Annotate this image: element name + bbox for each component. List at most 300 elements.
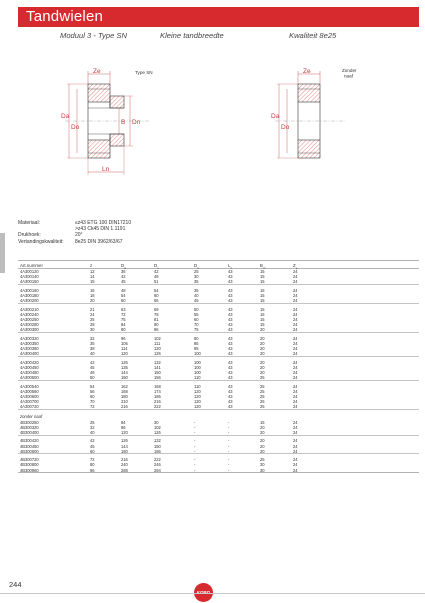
table-header <box>18 260 419 269</box>
table-cell: 174 <box>154 389 161 395</box>
table-cell: 4B300720 <box>20 457 39 463</box>
table-cell: 105 <box>121 341 128 347</box>
table-cell: 20 <box>260 443 265 449</box>
table-cell: 126 <box>154 429 161 435</box>
table-cell: 15 <box>260 419 265 425</box>
table-body <box>18 269 419 472</box>
table-cell: 15 <box>260 279 265 285</box>
label-da: Da <box>61 113 70 120</box>
table-cell: 25 <box>90 317 95 323</box>
table-cell: - <box>194 457 196 463</box>
table-cell: 4A300140 <box>20 274 39 280</box>
table-cell: 24 <box>293 429 298 435</box>
table-cell: 24 <box>293 467 298 473</box>
table-cell: 150 <box>121 375 128 381</box>
table-cell: 45 <box>194 298 199 304</box>
table-cell: 43 <box>228 279 233 285</box>
table-cell: 132 <box>154 360 161 366</box>
table-cell: 25 <box>260 394 265 400</box>
table-cell: - <box>228 443 230 449</box>
table-cell: 43 <box>228 365 233 371</box>
label-dn: Dn <box>132 119 141 126</box>
label-da: Da <box>271 113 280 120</box>
label-ln: Ln <box>102 166 110 173</box>
table-cell: 20 <box>260 370 265 376</box>
table-cell: 60 <box>90 448 95 454</box>
table-cell: 12 <box>90 269 95 275</box>
table-cell: 180 <box>121 448 128 454</box>
table-cell: 120 <box>121 429 128 435</box>
table-cell: 72 <box>90 404 95 410</box>
table-cell: 4B300600 <box>20 448 39 454</box>
table-cell: 20 <box>260 346 265 352</box>
table-cell: 24 <box>293 419 298 425</box>
table-cell: 20 <box>260 327 265 333</box>
table-cell: 24 <box>293 438 298 444</box>
table-cell: 24 <box>293 360 298 366</box>
table-cell: 20 <box>90 298 95 304</box>
table-cell: - <box>228 438 230 444</box>
table-cell: 20 <box>260 365 265 371</box>
table-cell: 168 <box>154 384 161 390</box>
table-cell: 24 <box>293 462 298 468</box>
table-cell: 18 <box>90 293 95 299</box>
spec-value: 8e25 DIN 3962/63/67 <box>75 238 123 245</box>
table-cell: 66 <box>154 298 159 304</box>
table-cell: 84 <box>121 322 126 328</box>
table-cell: 24 <box>293 336 298 342</box>
table-cell: 100 <box>194 365 201 371</box>
table-cell: - <box>194 419 196 425</box>
table-cell: 75 <box>121 317 126 323</box>
table-cell: - <box>194 448 196 454</box>
table-cell: 43 <box>228 274 233 280</box>
table-cell: 43 <box>228 375 233 381</box>
table-cell: 24 <box>293 351 298 357</box>
table-cell: 20 <box>260 424 265 430</box>
table-row <box>18 375 419 380</box>
table-cell: 69 <box>154 307 159 313</box>
table-cell: 222 <box>154 404 161 410</box>
table-cell: 43 <box>228 312 233 318</box>
table-cell: 210 <box>121 399 128 405</box>
spec-value: >z43 Ck45 DIN 1.1191 <box>75 226 126 233</box>
table-cell: 15 <box>260 298 265 304</box>
table-cell: 110 <box>194 384 201 390</box>
table-cell: 43 <box>228 394 233 400</box>
table-cell: 100 <box>194 351 201 357</box>
subtitle-bar <box>0 31 425 43</box>
type-no-hub-label-1: Zonder <box>342 68 357 73</box>
table-cell: 21 <box>90 307 95 313</box>
table-cell: - <box>194 467 196 473</box>
table-cell: 20 <box>260 351 265 357</box>
table-cell: 40 <box>194 293 199 299</box>
table-cell: 150 <box>154 370 161 376</box>
table-cell: 30 <box>260 467 265 473</box>
table-cell: 90 <box>154 322 159 328</box>
table-cell: 24 <box>293 269 298 275</box>
table-cell: - <box>194 438 196 444</box>
table-cell: 70 <box>194 322 199 328</box>
table-cell: 24 <box>293 279 298 285</box>
table-cell: 30 <box>90 327 95 333</box>
table-cell: 50 <box>90 375 95 381</box>
table-cell: 85 <box>194 341 199 347</box>
header-ln: $L_n$ <box>228 263 233 271</box>
quality-label: Kwaliteit 8e25 <box>289 31 337 40</box>
table-cell: 43 <box>228 288 233 294</box>
page-number: 244 <box>9 580 22 589</box>
table-cell: 35 <box>194 288 199 294</box>
table-cell: 35 <box>90 341 95 347</box>
drawing-no-hub <box>265 58 370 185</box>
table-cell: 43 <box>228 293 233 299</box>
table-cell: 186 <box>154 448 161 454</box>
table-cell: 216 <box>154 399 161 405</box>
table-cell: 60 <box>121 298 126 304</box>
table-cell: 144 <box>121 443 128 449</box>
table-cell: 43 <box>228 336 233 342</box>
table-cell: 4A300120 <box>20 269 39 275</box>
table-cell: 114 <box>121 346 128 352</box>
spec-label: Drukhoek: <box>18 232 41 239</box>
table-cell: 72 <box>90 457 95 463</box>
table-cell: 25 <box>260 399 265 405</box>
table-cell: 126 <box>121 438 128 444</box>
table-cell: 43 <box>228 317 233 323</box>
table-cell: - <box>194 462 196 468</box>
table-cell: 100 <box>194 360 201 366</box>
spec-value: 20° <box>75 232 83 239</box>
hub-bottom <box>110 134 124 146</box>
table-cell: 20 <box>260 360 265 366</box>
table-cell: 4A300150 <box>20 279 39 285</box>
table-cell: 126 <box>121 360 128 366</box>
table-cell: 4A300320 <box>20 336 39 342</box>
table-row <box>18 404 419 409</box>
table-cell: 4A300160 <box>20 288 39 294</box>
table-cell: 4B300800 <box>20 462 39 468</box>
table-cell: 43 <box>228 341 233 347</box>
table-cell: 50 <box>194 307 199 313</box>
table-cell: 135 <box>121 365 128 371</box>
table-cell: 43 <box>228 327 233 333</box>
side-tab-marker <box>0 233 5 273</box>
table-cell: 24 <box>293 274 298 280</box>
table-cell: 96 <box>90 467 95 473</box>
table-cell: 126 <box>154 351 161 357</box>
table-cell: 43 <box>228 370 233 376</box>
table-cell: 38 <box>90 346 95 352</box>
table-cell: 56 <box>90 389 95 395</box>
table-cell: 90 <box>121 327 126 333</box>
header-b: $B_m$ <box>260 263 266 271</box>
table-cell: 25 <box>260 457 265 463</box>
table-cell: 24 <box>293 293 298 299</box>
type-sn-label: Type SN <box>135 70 153 75</box>
table-cell: 100 <box>194 370 201 376</box>
table-cell: 110 <box>194 375 201 381</box>
table-cell: 4A300700 <box>20 399 39 405</box>
table-cell: 15 <box>260 312 265 318</box>
table-cell: 60 <box>90 394 95 400</box>
table-cell: 4B300400 <box>20 429 39 435</box>
table-row <box>18 327 419 332</box>
table-cell: 4A300540 <box>20 384 39 390</box>
table-cell: 40 <box>90 429 95 435</box>
table-cell: 141 <box>154 365 161 371</box>
gear-table <box>18 260 419 473</box>
label-b: B <box>121 119 126 126</box>
table-cell: 45 <box>90 443 95 449</box>
table-cell: 25 <box>260 375 265 381</box>
table-cell: 43 <box>228 360 233 366</box>
table-cell: 60 <box>194 317 199 323</box>
table-cell: 4A300300 <box>20 327 39 333</box>
table-cell: 216 <box>121 457 128 463</box>
logo-text: KOBO <box>196 589 211 595</box>
table-cell: 54 <box>90 384 95 390</box>
table-cell: 4A300450 <box>20 365 39 371</box>
table-cell: 96 <box>121 336 126 342</box>
gear-teeth-top <box>298 84 320 102</box>
table-end-rule <box>18 472 419 473</box>
table-cell: 43 <box>228 384 233 390</box>
table-cell: 36 <box>121 269 126 275</box>
table-cell: 120 <box>121 351 128 357</box>
table-cell: 4A300180 <box>20 293 39 299</box>
table-cell: 4B300450 <box>20 443 39 449</box>
table-cell: 246 <box>154 462 161 468</box>
table-cell: 75 <box>194 327 199 333</box>
table-cell: 216 <box>121 404 128 410</box>
table-cell: 4A300500 <box>20 375 39 381</box>
table-cell: 42 <box>154 269 159 275</box>
table-cell: - <box>228 419 230 425</box>
table-cell: 24 <box>293 404 298 410</box>
table-cell: 16 <box>90 288 95 294</box>
table-cell: 48 <box>121 288 126 294</box>
table-cell: 25 <box>90 419 95 425</box>
table-cell: 4A300350 <box>20 341 39 347</box>
table-cell: 4B300250 <box>20 419 39 425</box>
gear-teeth-bottom <box>298 140 320 158</box>
table-cell: 15 <box>260 288 265 294</box>
table-cell: 24 <box>293 399 298 405</box>
table-cell: 32 <box>90 424 95 430</box>
table-cell: 15 <box>260 293 265 299</box>
spec-label: Vertandingskwaliteit: <box>18 238 64 245</box>
table-cell: 95 <box>194 346 199 352</box>
table-cell: 294 <box>154 467 161 473</box>
table-cell: 132 <box>154 438 161 444</box>
table-cell: 54 <box>121 293 126 299</box>
table-cell: - <box>228 448 230 454</box>
table-cell: 43 <box>228 269 233 275</box>
table-cell: 20 <box>260 429 265 435</box>
table-cell: 102 <box>154 336 161 342</box>
type-no-hub-label-2: naaf <box>344 73 353 79</box>
table-cell: 24 <box>90 312 95 318</box>
table-cell: 24 <box>293 394 298 400</box>
table-cell: 144 <box>121 370 128 376</box>
table-cell: 222 <box>154 457 161 463</box>
table-cell: 24 <box>293 389 298 395</box>
table-cell: 70 <box>90 399 95 405</box>
table-cell: 43 <box>228 351 233 357</box>
table-cell: 30 <box>194 274 199 280</box>
table-cell: 24 <box>293 322 298 328</box>
table-cell: - <box>228 462 230 468</box>
table-cell: 24 <box>293 312 298 318</box>
table-cell: 24 <box>293 298 298 304</box>
table-cell: 72 <box>121 312 126 318</box>
header-z: z <box>90 263 93 269</box>
header-da: $D_a$ <box>121 263 126 271</box>
table-cell: 24 <box>293 457 298 463</box>
label-ze: Ze <box>303 68 311 75</box>
table-cell: 120 <box>194 404 201 410</box>
table-cell: 48 <box>154 274 159 280</box>
table-cell: 51 <box>154 279 159 285</box>
hub-top <box>110 96 124 108</box>
spec-value: ≤z43 ETG 100 DIN17210 <box>75 220 132 226</box>
table-cell: 4A300420 <box>20 360 39 366</box>
table-cell: 24 <box>293 341 298 347</box>
table-cell: 24 <box>293 288 298 294</box>
table-cell: 48 <box>90 370 95 376</box>
table-cell: 4A300280 <box>20 322 39 328</box>
table-cell: 81 <box>154 317 159 323</box>
table-cell: 20 <box>260 341 265 347</box>
table-cell: 4A300210 <box>20 307 39 313</box>
table-cell: 55 <box>194 312 199 318</box>
label-do: Do <box>71 124 80 131</box>
header-do: $D_o$ <box>154 263 159 271</box>
label-do: Do <box>281 124 290 131</box>
table-cell: 35 <box>194 279 199 285</box>
table-cell: 15 <box>260 269 265 275</box>
table-cell: 42 <box>90 438 95 444</box>
table-cell: 24 <box>293 317 298 323</box>
gear-teeth-top <box>88 84 110 102</box>
table-cell: 4B300960 <box>20 467 39 473</box>
table-cell: 20 <box>260 438 265 444</box>
table-row <box>18 298 419 303</box>
table-cell: 25 <box>194 269 199 275</box>
table-cell: 15 <box>90 279 95 285</box>
table-cell: 40 <box>90 351 95 357</box>
group-label-text: zonder naaf <box>20 414 43 419</box>
table-cell: 186 <box>154 394 161 400</box>
table-cell: 120 <box>194 394 201 400</box>
table-cell: 4A300250 <box>20 317 39 323</box>
table-cell: 24 <box>293 346 298 352</box>
table-cell: 15 <box>260 317 265 323</box>
table-cell: 4A300600 <box>20 394 39 400</box>
table-cell: 15 <box>260 274 265 280</box>
table-cell: 162 <box>121 384 128 390</box>
table-cell: 30 <box>260 462 265 468</box>
table-cell: - <box>194 443 196 449</box>
table-cell: 4A300380 <box>20 346 39 352</box>
table-cell: 120 <box>194 399 201 405</box>
table-cell: - <box>194 424 196 430</box>
table-cell: - <box>228 429 230 435</box>
table-cell: 45 <box>121 279 126 285</box>
table-cell: 24 <box>293 327 298 333</box>
table-cell: 20 <box>260 336 265 342</box>
table-row <box>18 467 419 472</box>
table-cell: 120 <box>154 346 161 352</box>
table-cell: 54 <box>154 288 159 294</box>
table-cell: - <box>228 457 230 463</box>
spec-label: Materiaal: <box>18 220 40 226</box>
table-cell: 43 <box>228 404 233 410</box>
table-cell: 25 <box>260 404 265 410</box>
table-cell: 43 <box>228 322 233 328</box>
table-cell: 84 <box>121 419 126 425</box>
label-ze: Ze <box>93 68 101 75</box>
header-artnr: Art.nummer <box>20 263 43 269</box>
table-cell: 156 <box>154 375 161 381</box>
table-cell: 24 <box>293 448 298 454</box>
table-cell: 120 <box>194 389 201 395</box>
footer-divider <box>0 593 425 594</box>
drawing-type-sn <box>55 58 170 185</box>
table-cell: 42 <box>121 274 126 280</box>
table-cell: 150 <box>154 443 161 449</box>
table-row <box>18 279 419 284</box>
table-cell: 102 <box>154 424 161 430</box>
tooth-width-label: Kleine tandbreedte <box>160 31 224 40</box>
table-cell: 28 <box>90 322 95 328</box>
table-cell: 78 <box>154 312 159 318</box>
module-label: Moduul 3 - Type SN <box>60 31 127 40</box>
table-cell: 24 <box>293 375 298 381</box>
table-row <box>18 448 419 453</box>
page-header <box>18 7 419 27</box>
table-cell: 80 <box>194 336 199 342</box>
table-cell: 24 <box>293 370 298 376</box>
table-cell: 43 <box>228 298 233 304</box>
table-row <box>18 351 419 356</box>
table-cell: 45 <box>90 365 95 371</box>
table-cell: 240 <box>121 462 128 468</box>
table-cell: 25 <box>260 389 265 395</box>
header-dn: $D_n$ <box>194 263 199 271</box>
table-cell: 43 <box>228 307 233 313</box>
table-cell: 4A300400 <box>20 351 39 357</box>
table-cell: 60 <box>154 293 159 299</box>
table-cell: 96 <box>121 424 126 430</box>
table-cell: 4B300420 <box>20 438 39 444</box>
table-cell: 24 <box>293 424 298 430</box>
table-row <box>18 430 419 435</box>
table-cell: 43 <box>228 399 233 405</box>
table-cell: - <box>228 424 230 430</box>
table-cell: 168 <box>121 389 128 395</box>
gear-teeth-bottom <box>88 140 110 158</box>
table-cell: 4A300720 <box>20 404 39 410</box>
table-cell: 32 <box>90 336 95 342</box>
table-cell: 180 <box>121 394 128 400</box>
header-ze: $Z_e$ <box>293 263 298 271</box>
table-cell: 43 <box>228 346 233 352</box>
table-cell: 20 <box>260 448 265 454</box>
table-cell: 288 <box>121 467 128 473</box>
